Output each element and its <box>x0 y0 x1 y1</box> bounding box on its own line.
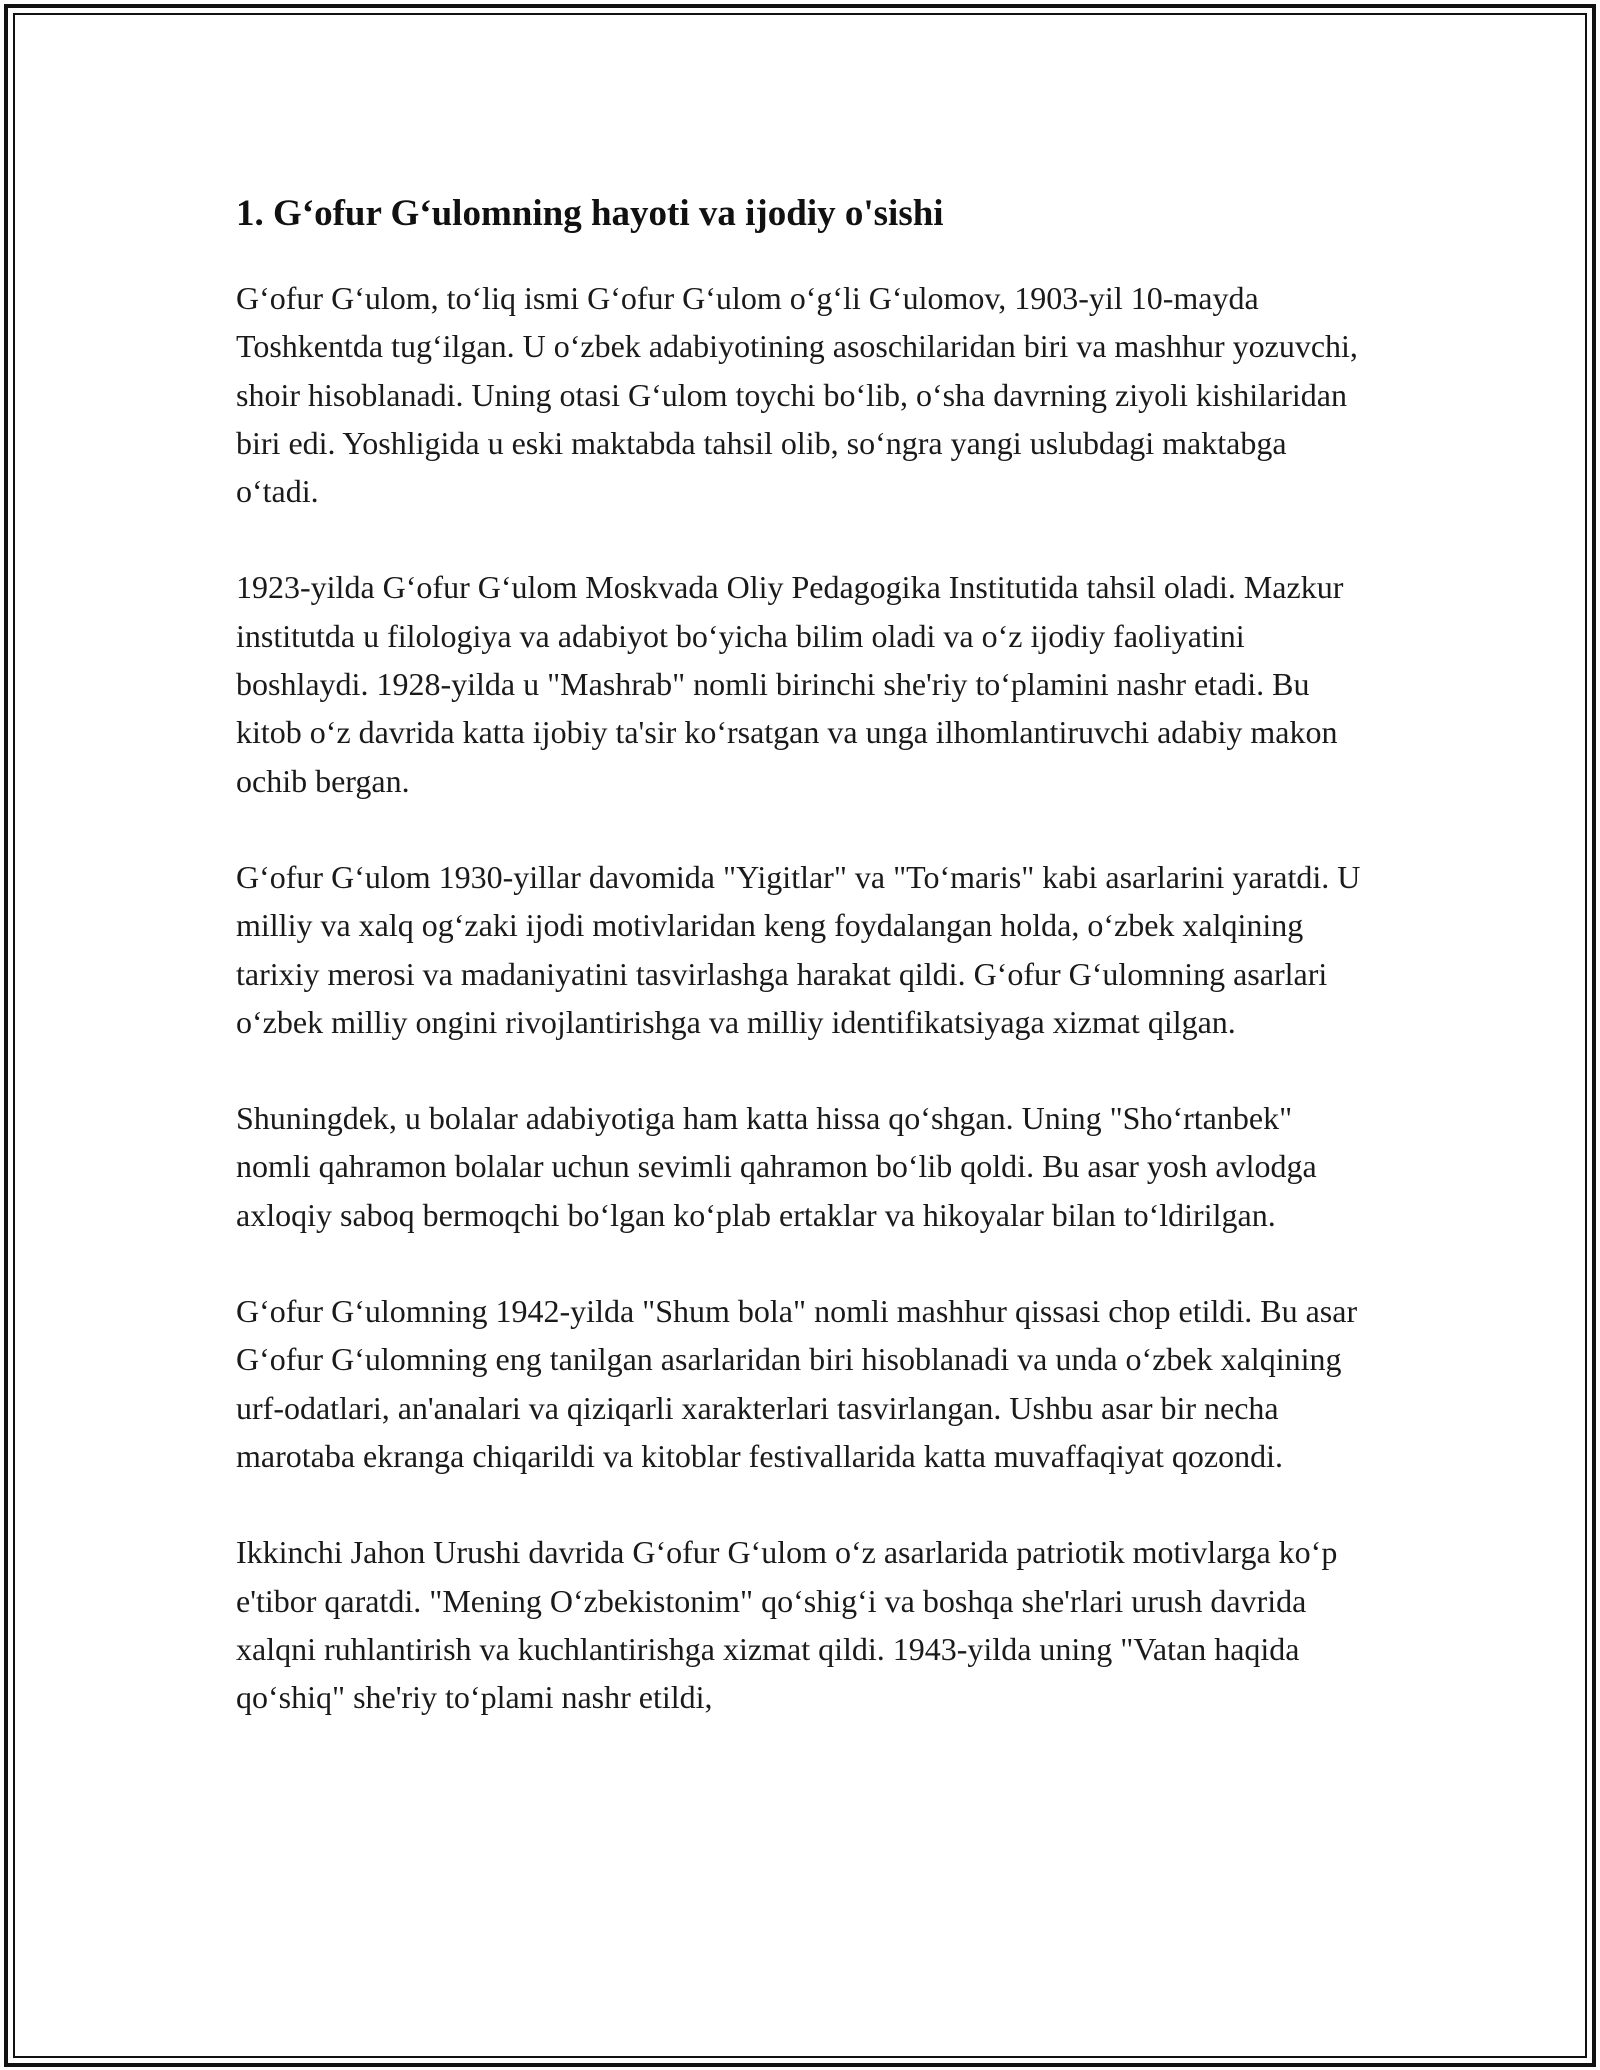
paragraph-biography-intro: G‘ofur G‘ulom, to‘liq ismi G‘ofur G‘ulom o‘g‘li G‘ulomov, 1903-yil 10-mayda Toshkentda tug‘ilgan. U o‘zbek adabiyotining asoschilaridan biri va mashhur yozuvchi, shoir hisoblanadi. Uning otasi G‘ulom toychi bo‘lib, o‘sha davrning ziyoli kishilaridan biri edi. Yoshligida u eski maktabda tahsil olib, so‘ngra yangi uslubdagi maktabga o‘tadi. <box>236 280 1358 510</box>
document-body <box>236 190 1366 1769</box>
paragraph-education: 1923-yilda G‘ofur G‘ulom Moskvada Oliy Pedagogika Institutida tahsil oladi. Mazkur institutda u filologiya va adabiyot bo‘yicha bilim oladi va o‘z ijodiy faoliyatini boshlaydi. 1928-yilda u "Mashrab" nomli birinchi she'riy to‘plamini nashr etadi. Bu kitob o‘z davrida katta ijobiy ta'sir ko‘rsatgan va unga ilhomlantiruvchi adabiy makon ochib bergan. <box>236 569 1344 799</box>
section-heading: 1. G‘ofur G‘ulomning hayoti va ijodiy o'sishi <box>236 193 944 234</box>
paragraph-wartime: Ikkinchi Jahon Urushi davrida G‘ofur G‘ulom o‘z asarlarida patriotik motivlarga ko‘p e'tibor qaratdi. "Mening O‘zbekistonim" qo‘shig‘i va boshqa she'rlari urush davrida xalqni ruhlantirish va kuchlantirishga xizmat qildi. 1943-yilda uning "Vatan haqida qo‘shiq" she'riy to‘plami nashr etildi, <box>236 1534 1338 1716</box>
paragraph-childrens-literature: Shuningdek, u bolalar adabiyotiga ham katta hissa qo‘shgan. Uning "Sho‘rtanbek" nomli qahramon bolalar uchun sevimli qahramon bo‘lib qoldi. Bu asar yosh avlodga axloqiy saboq bermoqchi bo‘lgan ko‘plab ertaklar va hikoyalar bilan to‘ldirilgan. <box>236 1100 1317 1233</box>
paragraph-1930s-works: G‘ofur G‘ulom 1930-yillar davomida "Yigitlar" va "To‘maris" kabi asarlarini yaratdi. U milliy va xalq og‘zaki ijodi motivlaridan keng foydalangan holda, o‘zbek xalqining tarixiy merosi va madaniyatini tasvirlashga harakat qildi. G‘ofur G‘ulomning asarlari o‘zbek milliy ongini rivojlantirishga va milliy identifikatsiyaga xizmat qilgan. <box>236 858 1361 1040</box>
paragraph-shum-bola: G‘ofur G‘ulomning 1942-yilda "Shum bola" nomli mashhur qissasi chop etildi. Bu asar G‘ofur G‘ulomning eng tanilgan asarlaridan biri hisoblanadi va unda o‘zbek xalqining urf-odatlari, an'analari va qiziqarli xarakterlari tasvirlangan. Ushbu asar bir necha marotaba ekranga chiqarildi va kitoblar festivallarida katta muvaffaqiyat qozondi. <box>236 1293 1358 1474</box>
